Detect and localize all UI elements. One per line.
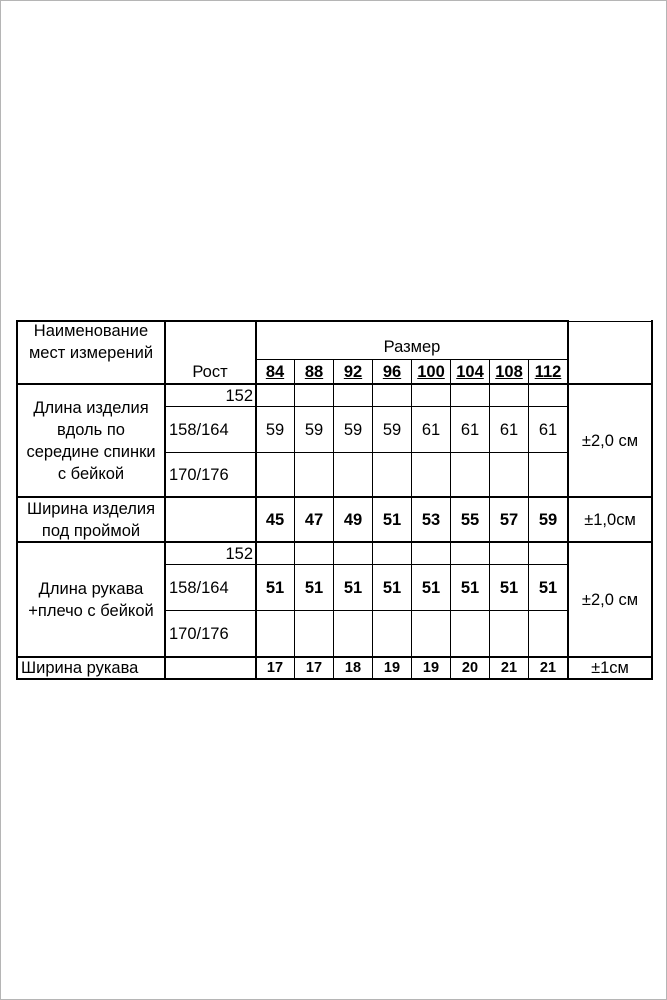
sleeve-width-row-label: Ширина рукава [21,659,139,677]
size-108-header: 108 [495,363,523,381]
width-value-108: 57 [499,510,519,529]
size-112-header: 112 [534,363,562,381]
sleeve-width-value-100: 19 [422,660,440,676]
length-value-108: 61 [499,420,519,439]
sleeve-width-value-88: 17 [305,660,323,676]
sleeve-width-value-108: 21 [500,660,518,676]
sleeve-length-value-112: 51 [538,578,558,597]
width-value-92: 49 [343,510,363,529]
width-value-104: 55 [460,510,480,529]
sleeve-height-158-164: 158/164 [169,578,229,597]
sleeve-length-value-100: 51 [421,578,441,597]
size-88-header: 88 [304,363,324,381]
sleeve-width-value-96: 19 [383,660,401,676]
size-header: Размер [383,338,441,356]
height-header: Рост [192,363,228,381]
length-row-label: Длина изделия вдоль по середине спинки с бейкой [26,398,156,483]
length-value-112: 61 [538,420,558,439]
length-value-88: 59 [304,420,324,439]
sleeve-width-value-92: 18 [344,660,362,676]
grid-line [651,320,653,680]
sleeve-length-value-92: 51 [343,578,363,597]
sleeve-width-value-84: 17 [266,660,284,676]
sleeve-width-tolerance: ±1см [591,659,629,677]
sleeve-width-value-112: 21 [539,660,557,676]
width-value-100: 53 [421,510,441,529]
measure-name-header: Наименование мест измерений [28,322,154,362]
width-value-84: 45 [265,510,285,529]
size-104-header: 104 [456,363,484,381]
length-tolerance: ±2,0 см [581,431,639,450]
size-96-header: 96 [382,363,402,381]
sleeve-height-152: 152 [225,544,253,563]
sleeve-length-value-104: 51 [460,578,480,597]
size-84-header: 84 [265,363,285,381]
grid-line [567,321,652,322]
size-100-header: 100 [417,363,445,381]
sleeve-length-value-96: 51 [382,578,402,597]
length-value-104: 61 [460,420,480,439]
width-value-112: 59 [538,510,558,529]
sleeve-length-value-108: 51 [499,578,519,597]
sleeve-width-value-104: 20 [461,660,479,676]
length-value-96: 59 [382,420,402,439]
size-92-header: 92 [343,363,363,381]
grid-line [256,359,568,360]
length-value-100: 61 [421,420,441,439]
width-value-96: 51 [382,510,402,529]
sleeve-length-row-label: Длина рукава +плечо с бейкой [28,579,154,620]
width-value-88: 47 [304,510,324,529]
width-tolerance: ±1,0см [584,510,636,529]
length-value-84: 59 [265,420,285,439]
length-value-92: 59 [343,420,363,439]
sleeve-length-tolerance: ±2,0 см [581,590,639,609]
length-height-152: 152 [225,386,253,405]
sleeve-length-value-88: 51 [304,578,324,597]
length-height-158-164: 158/164 [169,420,229,439]
width-row-label: Ширина изделия под проймой [26,499,156,540]
sleeve-length-value-84: 51 [265,578,285,597]
sleeve-height-170-176: 170/176 [169,624,229,643]
length-height-170-176: 170/176 [169,465,229,484]
